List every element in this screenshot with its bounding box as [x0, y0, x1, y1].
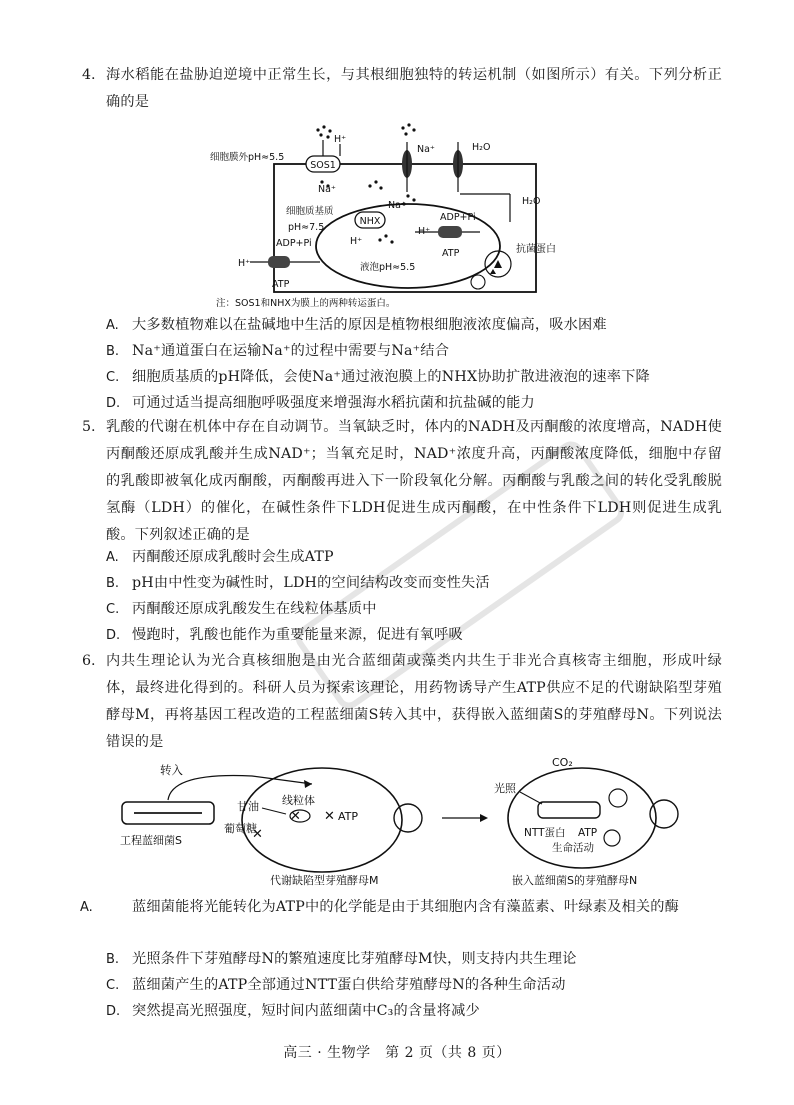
- outside-ph-label: 细胞膜外pH≈5.5: [210, 152, 285, 163]
- matrix-label: 细胞质基质: [286, 206, 334, 217]
- question-stem: 海水稻能在盐胁迫逆境中正常生长，与其根细胞独特的转运机制（如图所示）有关。下列分析正确的是: [106, 67, 722, 110]
- option-d: [106, 998, 726, 1025]
- yeast-m: [242, 768, 402, 872]
- h-ion-label: H⁺: [334, 134, 347, 145]
- na-ion-label: Na⁺: [417, 144, 435, 155]
- embedded-cyanobacteria: [538, 802, 600, 818]
- option-label: C.: [106, 978, 120, 993]
- h-pump-membrane: [268, 256, 290, 268]
- nhx-label: NHX: [359, 216, 381, 227]
- option-text: 细胞质基质的pH降低，会使Na⁺通过液泡膜上的NHX协助扩散进液泡的速率下降: [132, 369, 650, 385]
- option-text: 丙酮酸还原成乳酸发生在线粒体基质中: [132, 601, 377, 617]
- na-ion-label: Na⁺: [318, 184, 336, 195]
- antibacterial-label: 抗菌蛋白: [516, 244, 556, 255]
- option-text: 可通过适当提高细胞呼吸强度来增强海水稻抗菌和抗盐碱的能力: [132, 395, 535, 411]
- figure-yeast-endosymbiosis: [112, 752, 692, 892]
- h-ion-label: H⁺: [238, 258, 251, 269]
- mitochondria-label: 线粒体: [282, 794, 315, 807]
- question-stem: 乳酸的代谢在机体中存在自动调节。当氧缺乏时，体内的NADH及丙酮酸的浓度增高，NADH使丙酮酸还原成乳酸并生成NAD⁺；当氧充足时，NAD⁺浓度升高，丙酮酸浓度降低，细胞中存留的乳酸即被氧化成丙酮酸，丙酮酸再进入下一阶段氧化分解。丙酮酸与乳酸之间的转化受乳酸脱氢酶（LDH）的催化，在碱性条件下LDH促进生成丙酮酸，在中性条件下LDH则促进生成乳酸。下列叙述正确的是: [106, 419, 722, 543]
- atp-label: ATP: [578, 827, 598, 839]
- figure-salt-transport: [210, 122, 590, 312]
- cross-mark: ✕: [290, 809, 301, 824]
- transfer-label: 转入: [160, 763, 183, 777]
- cross-mark: ✕: [324, 809, 335, 824]
- yeast-n-label: 嵌入蓝细菌S的芽殖酵母N: [512, 874, 638, 887]
- question-stem: 内共生理论认为光合真核细胞是由光合蓝细菌或藻类内共生于非光合真核寄主细胞，形成叶绿体，最终进化得到的。科研人员为探索该理论，用药物诱导产生ATP供应不足的代谢缺陷型芽殖酵母M，再将基因工程改造的工程蓝细菌S转入其中，获得嵌入蓝细菌S的芽殖酵母N。下列说法错误的是: [106, 653, 722, 750]
- option-label: D.: [106, 396, 121, 411]
- option-label: C.: [106, 602, 120, 617]
- water-label: H₂O: [522, 196, 541, 207]
- glycerol-label: 甘油: [237, 800, 259, 813]
- life-activity-label: 生命活动: [552, 842, 594, 854]
- question-5: [82, 414, 722, 549]
- h-ion-label: H⁺: [418, 226, 431, 237]
- light-label: 光照: [494, 782, 516, 795]
- sos1-label: SOS1: [310, 160, 336, 171]
- option-label: A.: [106, 318, 119, 333]
- glucose-label: 葡萄糖: [224, 822, 257, 835]
- option-b: [106, 946, 726, 973]
- cross-mark: ✕: [252, 827, 263, 842]
- option-label: C.: [106, 370, 120, 385]
- option-label: A.: [106, 550, 119, 565]
- option-text: 慢跑时，乳酸也能作为重要能量来源，促进有氧呼吸: [132, 627, 463, 643]
- option-c: [106, 972, 726, 999]
- option-label: D.: [106, 1004, 121, 1019]
- engineered-label: 工程蓝细菌S: [120, 834, 182, 847]
- atp-label: ATP: [338, 810, 359, 823]
- question-number: 4.: [82, 67, 96, 83]
- option-c: [106, 596, 726, 623]
- h-ion-label: H⁺: [350, 236, 363, 247]
- option-text: 突然提高光照强度，短时间内蓝细菌中C₃的含量将减少: [132, 1003, 480, 1019]
- option-text: Na⁺通道蛋白在运输Na⁺的过程中需要与Na⁺结合: [132, 343, 450, 359]
- option-text: 大多数植物难以在盐碱地中生活的原因是植物根细胞液浓度偏高，吸水困难: [132, 317, 607, 333]
- water-label: H₂O: [472, 142, 491, 153]
- option-d: [106, 622, 726, 649]
- option-label: B.: [106, 576, 120, 591]
- co2-label: CO₂: [552, 756, 573, 769]
- question-number: 5.: [82, 419, 96, 435]
- option-label: B.: [106, 952, 120, 967]
- h-pump-vacuole: [438, 226, 462, 238]
- option-text: 蓝细菌产生的ATP全部通过NTT蛋白供给芽殖酵母N的各种生命活动: [132, 977, 566, 993]
- atp-label: ATP: [272, 279, 290, 290]
- matrix-ph-label: pH≈7.5: [288, 222, 325, 233]
- atp-label: ATP: [442, 248, 460, 259]
- option-a: [106, 312, 726, 339]
- option-text: 蓝细菌能将光能转化为ATP中的化学能是由于其细胞内含有藻蓝素、叶绿素及相关的酶: [132, 899, 680, 915]
- option-label: B.: [106, 344, 120, 359]
- ntt-label: NTT蛋白: [524, 827, 566, 839]
- na-ion-label: Na⁺: [388, 200, 406, 211]
- option-a: [80, 894, 752, 921]
- option-label: D.: [106, 628, 121, 643]
- question-number: 6.: [82, 653, 96, 669]
- option-b: [106, 570, 726, 597]
- option-text: 光照条件下芽殖酵母N的繁殖速度比芽殖酵母M快，则支持内共生理论: [132, 951, 577, 967]
- option-a: [106, 544, 726, 571]
- vacuole-ph-label: 液泡pH≈5.5: [360, 262, 416, 273]
- option-c: [106, 364, 726, 391]
- option-text: pH由中性变为碱性时，LDH的空间结构改变而变性失活: [132, 575, 490, 591]
- adp-label: ADP+Pi: [440, 212, 476, 223]
- question-4: [82, 62, 722, 116]
- adp-label: ADP+Pi: [276, 238, 312, 249]
- option-d: [106, 390, 726, 417]
- question-6: [82, 648, 722, 756]
- page-footer: 高三 · 生物学 第 2 页（共 8 页）: [283, 1045, 511, 1061]
- figure-note: 注：SOS1和NHX为膜上的两种转运蛋白。: [216, 298, 396, 309]
- option-text: 丙酮酸还原成乳酸时会生成ATP: [132, 549, 334, 565]
- yeast-m-label: 代谢缺陷型芽殖酵母M: [270, 874, 379, 887]
- option-b: [106, 338, 726, 365]
- option-label: A.: [80, 900, 93, 915]
